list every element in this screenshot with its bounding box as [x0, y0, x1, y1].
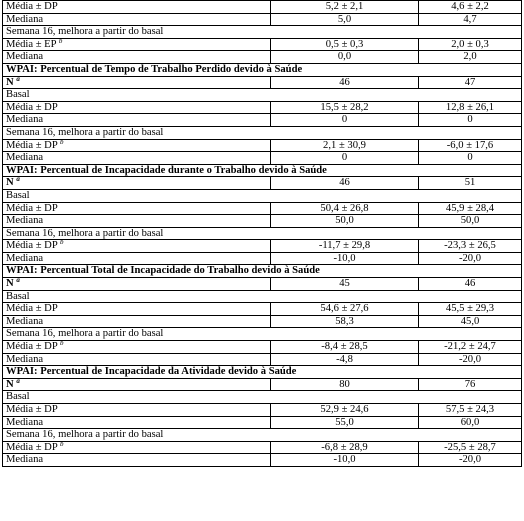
section-title: WPAI: Percentual de Incapacidade durante o Trabalho devido à Saúde: [3, 164, 522, 177]
table-row: [3, 13, 522, 26]
group1-value: -4,8: [271, 353, 419, 366]
footnote-marker: a: [16, 76, 20, 83]
group1-value: -11,7 ± 29,8: [271, 240, 419, 253]
table-row: [3, 26, 522, 39]
table-row: [3, 152, 522, 165]
row-label: Média ± DP: [3, 101, 271, 114]
group2-value: 57,5 ± 24,3: [419, 404, 522, 417]
basal-label: Basal: [3, 189, 522, 202]
group1-value: 58,3: [271, 315, 419, 328]
row-label: Média ± DP: [3, 303, 271, 316]
table-row: [3, 63, 522, 76]
group1-value: 5,2 ± 2,1: [271, 1, 419, 14]
footnote-marker: a: [16, 378, 20, 385]
table-row: [3, 202, 522, 215]
footnote-marker: b: [59, 139, 64, 146]
table-row: [3, 139, 522, 152]
group1-n: 46: [271, 177, 419, 190]
row-label: Mediana: [3, 51, 271, 64]
n-label: N $^a$: [3, 278, 271, 291]
group2-value: 2,0 ± 0,3: [419, 38, 522, 51]
row-label: Mediana: [3, 114, 271, 127]
table-row: [3, 89, 522, 102]
table-row: [3, 328, 522, 341]
group2-value: 4,7: [419, 13, 522, 26]
footnote-marker: b: [59, 340, 64, 348]
row-label: Média ± DP: [3, 1, 271, 14]
footnote-marker: a: [16, 176, 20, 184]
n-label: N $^a$: [3, 177, 271, 190]
row-label: Mediana: [3, 13, 271, 26]
table-row: [3, 252, 522, 265]
table-row: [3, 227, 522, 240]
row-label: Mediana: [3, 416, 271, 429]
row-label: Média ± DP $^b$: [3, 341, 271, 354]
row-label: Mediana: [3, 215, 271, 228]
table-row: [3, 114, 522, 127]
table-row: [3, 101, 522, 114]
group2-n: 76: [419, 378, 522, 391]
basal-label: Basal: [3, 391, 522, 404]
row-label: Média ± DP $^b$: [3, 441, 271, 454]
group2-value: 0: [419, 114, 522, 127]
group2-value: 0: [419, 152, 522, 165]
row-label: Média ± DP $^b$: [3, 139, 271, 152]
group1-value: 55,0: [271, 416, 419, 429]
table-row: [3, 416, 522, 429]
week16-label: Semana 16, melhora a partir do basal: [3, 429, 522, 442]
footnote-marker: b: [58, 38, 63, 45]
section-title: WPAI: Percentual Total de Incapacidade do Trabalho devido à Saúde: [3, 265, 522, 278]
table-row: [3, 240, 522, 253]
table-row: [3, 303, 522, 316]
basal-label: Basal: [3, 290, 522, 303]
group2-value: -21,2 ± 24,7: [419, 341, 522, 354]
row-label: Mediana: [3, 152, 271, 165]
table-row: [3, 391, 522, 404]
footnote-marker: b: [59, 239, 64, 247]
group1-value: 15,5 ± 28,2: [271, 101, 419, 114]
group2-value: 2,0: [419, 51, 522, 64]
table-row: [3, 404, 522, 417]
group2-value: 45,5 ± 29,3: [419, 303, 522, 316]
table-row: [3, 1, 522, 14]
row-label: Média ± DP: [3, 202, 271, 215]
table-row: [3, 441, 522, 454]
group2-n: 51: [419, 177, 522, 190]
group1-value: 0: [271, 152, 419, 165]
group1-value: -8,4 ± 28,5: [271, 341, 419, 354]
table-row: [3, 378, 522, 391]
n-label: N $^a$: [3, 378, 271, 391]
table-row: [3, 265, 522, 278]
group2-n: 46: [419, 278, 522, 291]
table-row: [3, 429, 522, 442]
row-label: Média ± EP $^b$: [3, 38, 271, 51]
table-row: [3, 215, 522, 228]
week16-label: Semana 16, melhora a partir do basal: [3, 126, 522, 139]
row-label: Mediana: [3, 353, 271, 366]
group2-value: 45,0: [419, 315, 522, 328]
group2-value: 60,0: [419, 416, 522, 429]
table-row: [3, 353, 522, 366]
basal-label: Basal: [3, 89, 522, 102]
n-label: N $^a$: [3, 76, 271, 89]
group1-value: 0,5 ± 0,3: [271, 38, 419, 51]
table-row: [3, 126, 522, 139]
group2-n: 47: [419, 76, 522, 89]
group1-value: 0,0: [271, 51, 419, 64]
table-row: [3, 76, 522, 89]
table-row: [3, 177, 522, 190]
row-label: Mediana: [3, 454, 271, 467]
group2-value: 12,8 ± 26,1: [419, 101, 522, 114]
table-row: [3, 341, 522, 354]
table-row: [3, 38, 522, 51]
footnote-marker: a: [16, 277, 20, 285]
table-row: [3, 454, 522, 467]
table-row: [3, 278, 522, 291]
group1-n: 46: [271, 76, 419, 89]
group1-value: 54,6 ± 27,6: [271, 303, 419, 316]
group2-value: 4,6 ± 2,2: [419, 1, 522, 14]
group1-value: -10,0: [271, 252, 419, 265]
table-row: [3, 164, 522, 177]
table-row: [3, 290, 522, 303]
group1-n: 45: [271, 278, 419, 291]
group2-value: -6,0 ± 17,6: [419, 139, 522, 152]
group1-value: -10,0: [271, 454, 419, 467]
group1-value: 0: [271, 114, 419, 127]
table-row: [3, 315, 522, 328]
group1-value: 50,4 ± 26,8: [271, 202, 419, 215]
week16-label: Semana 16, melhora a partir do basal: [3, 26, 522, 39]
footnote-marker: b: [59, 441, 64, 448]
group2-value: 50,0: [419, 215, 522, 228]
wpai-results-table: [2, 0, 522, 467]
group1-value: -6,8 ± 28,9: [271, 441, 419, 454]
group2-value: -20,0: [419, 252, 522, 265]
table-row: [3, 366, 522, 379]
table-row: [3, 51, 522, 64]
week16-label: Semana 16, melhora a partir do basal: [3, 328, 522, 341]
group1-value: 52,9 ± 24,6: [271, 404, 419, 417]
group1-value: 50,0: [271, 215, 419, 228]
row-label: Mediana: [3, 315, 271, 328]
group2-value: -20,0: [419, 353, 522, 366]
group2-value: -25,5 ± 28,7: [419, 441, 522, 454]
group1-value: 2,1 ± 30,9: [271, 139, 419, 152]
row-label: Mediana: [3, 252, 271, 265]
group1-n: 80: [271, 378, 419, 391]
row-label: Média ± DP $^b$: [3, 240, 271, 253]
section-title: WPAI: Percentual de Tempo de Trabalho Perdido devido à Saúde: [3, 63, 522, 76]
group2-value: -20,0: [419, 454, 522, 467]
group2-value: 45,9 ± 28,4: [419, 202, 522, 215]
table-row: [3, 189, 522, 202]
row-label: Média ± DP: [3, 404, 271, 417]
group1-value: 5,0: [271, 13, 419, 26]
group2-value: -23,3 ± 26,5: [419, 240, 522, 253]
week16-label: Semana 16, melhora a partir do basal: [3, 227, 522, 240]
section-title: WPAI: Percentual de Incapacidade da Atividade devido à Saúde: [3, 366, 522, 379]
